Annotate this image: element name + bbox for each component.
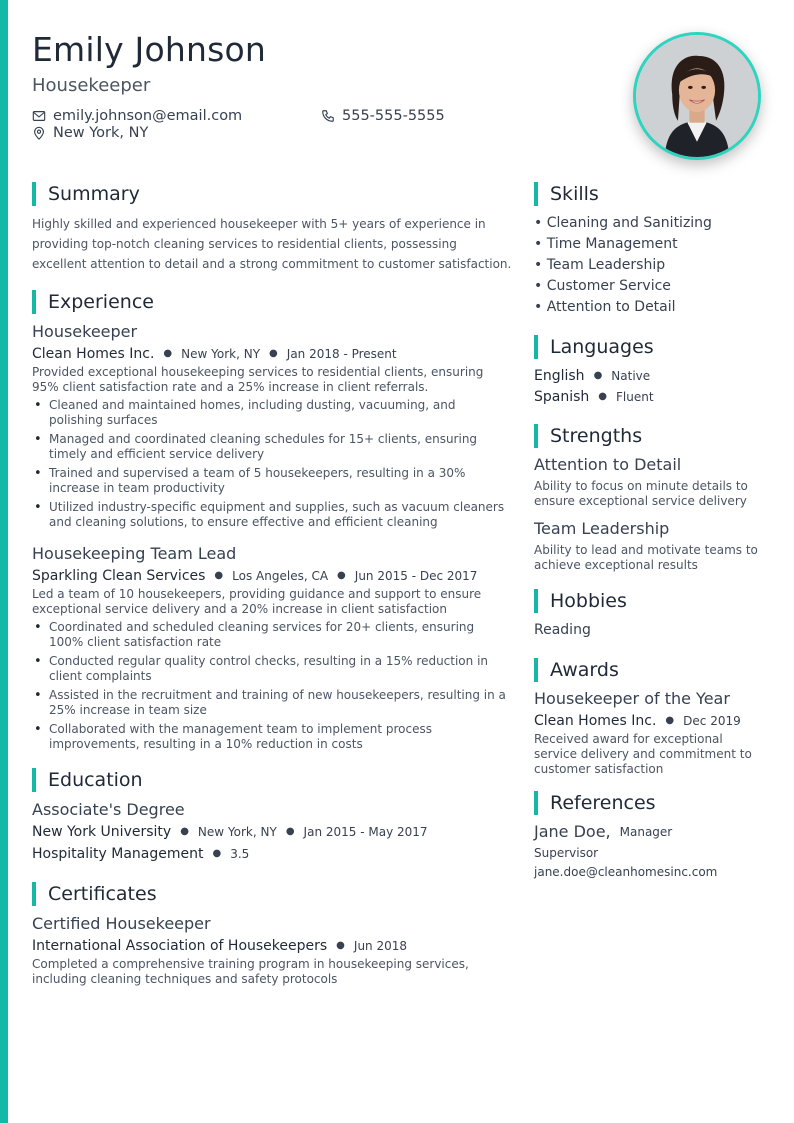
education-heading: Education (32, 768, 512, 792)
portrait-image (636, 35, 758, 157)
degree: Associate's Degree (32, 800, 185, 819)
job-dates: Jun 2015 - Dec 2017 (354, 569, 478, 583)
job-location: Los Angeles, CA (232, 569, 329, 583)
list-item: • Time Management (534, 236, 678, 252)
strengths-heading: Strengths (534, 424, 766, 448)
job-location: New York, NY (181, 347, 261, 361)
education-dates: Jan 2015 - May 2017 (303, 825, 428, 839)
award-entry (534, 689, 766, 777)
separator-dot: ● (593, 370, 603, 381)
job-entry (32, 322, 512, 530)
strength-entry (534, 455, 766, 509)
certificate-issuer: International Association of Housekeepers (32, 938, 328, 954)
language-row (534, 387, 766, 407)
separator-dot: ● (269, 348, 278, 359)
reference-email[interactable]: jane.doe@cleanhomesinc.com (534, 865, 718, 879)
strength-description: Ability to lead and motivate teams to achieve exceptional results (534, 543, 758, 572)
hobbies-heading: Hobbies (534, 589, 766, 613)
candidate-name: Emily Johnson (32, 30, 267, 69)
reference-entry (534, 822, 766, 880)
left-column (32, 182, 512, 987)
award-meta (534, 711, 766, 731)
separator-dot: ● (212, 848, 222, 859)
job-bullets (32, 620, 512, 752)
language-name: English (534, 368, 585, 384)
language-name: Spanish (534, 389, 590, 405)
experience-heading: Experience (32, 290, 512, 314)
phone-icon (321, 109, 335, 123)
separator-dot: ● (598, 391, 608, 402)
list-item: • Attention to Detail (534, 299, 676, 315)
strength-description: Ability to focus on minute details to ensure exceptional service delivery (534, 479, 748, 508)
reference-name: Jane Doe, (534, 822, 611, 841)
separator-dot: ● (163, 348, 173, 359)
separator-dot: ● (285, 826, 295, 837)
job-dates: Jan 2018 - Present (286, 347, 397, 361)
phone-text: 555-555-5555 (342, 108, 445, 124)
list-item: • Conducted regular quality control checks, resulting in a 15% reduction in client complaints (32, 654, 512, 684)
job-description: Led a team of 10 housekeepers, providing guidance and support to ensure exceptional service delivery and a 20% increase in client satisfaction (32, 587, 482, 616)
list-item: • Team Leadership (534, 257, 666, 273)
list-item: • Customer Service (534, 278, 671, 294)
languages-list (534, 366, 766, 407)
profile-photo (633, 32, 761, 160)
contact-location (32, 125, 148, 141)
strength-name: Team Leadership (534, 519, 670, 538)
reference-position: Manager (619, 825, 673, 839)
summary-heading: Summary (32, 182, 512, 206)
education-entry (32, 800, 512, 864)
job-entry (32, 544, 512, 752)
accent-bar (0, 0, 8, 1123)
list-item: • Trained and supervised a team of 5 housekeepers, resulting in a 30% increase in team productivity (32, 466, 512, 496)
job-company: Sparkling Clean Services (32, 568, 206, 584)
skills-heading: Skills (534, 182, 766, 206)
language-row (534, 366, 766, 386)
award-name: Housekeeper of the Year (534, 689, 730, 708)
certificate-meta (32, 936, 512, 956)
contact-email[interactable] (32, 108, 242, 124)
job-company: Clean Homes Inc. (32, 346, 155, 362)
email-text: emily.johnson@email.com (53, 108, 243, 124)
reference-relation: Supervisor (534, 846, 599, 860)
separator-dot: ● (337, 570, 346, 581)
job-meta (32, 344, 512, 364)
separator-dot: ● (180, 826, 189, 837)
certificate-description: Completed a comprehensive training program in housekeeping services, including cleaning techniques and safety protocols (32, 957, 469, 986)
award-description: Received award for exceptional service delivery and commitment to customer satisfaction (534, 732, 752, 776)
job-description: Provided exceptional housekeeping services to residential clients, ensuring 95% client satisfaction rate and a 25% increase in client referrals. (32, 365, 484, 394)
list-item: • Collaborated with the management team to implement process improvements, resulting in a 10% reduction in costs (32, 722, 512, 752)
summary-text: Highly skilled and experienced housekeeper with 5+ years of experience in providing top-notch cleaning services to residential clients, possessing excellent attention to detail and a strong commitment to customer satisfaction. (32, 217, 512, 271)
certificate-name: Certified Housekeeper (32, 914, 211, 933)
mail-icon (32, 109, 46, 123)
job-bullets (32, 398, 512, 530)
language-level: Native (611, 369, 651, 383)
list-item: • Cleaning and Sanitizing (534, 215, 712, 231)
separator-dot: ● (214, 570, 224, 581)
education-field-row (32, 844, 512, 864)
location-text: New York, NY (53, 125, 149, 141)
awards-heading: Awards (534, 658, 766, 682)
strength-name: Attention to Detail (534, 455, 682, 474)
candidate-role: Housekeeper (32, 75, 151, 96)
references-heading: References (534, 791, 766, 815)
award-issuer: Clean Homes Inc. (534, 713, 657, 729)
gpa: 3.5 (230, 847, 250, 861)
school-location: New York, NY (197, 825, 277, 839)
reference-name-row (534, 822, 766, 842)
separator-dot: ● (336, 940, 345, 951)
list-item: • Assisted in the recruitment and training of new housekeepers, resulting in a 25% increase in team size (32, 688, 512, 718)
certificate-date: Jun 2018 (353, 939, 408, 953)
location-pin-icon (32, 126, 46, 140)
language-level: Fluent (616, 390, 654, 404)
job-title: Housekeeper (32, 322, 138, 341)
certificate-entry (32, 914, 512, 987)
list-item: • Cleaned and maintained homes, including dusting, vacuuming, and polishing surfaces (32, 398, 512, 428)
right-column (534, 182, 766, 880)
job-title: Housekeeping Team Lead (32, 544, 237, 563)
separator-dot: ● (665, 715, 675, 726)
list-item: • Coordinated and scheduled cleaning services for 20+ clients, ensuring 100% client satisfaction rate (32, 620, 512, 650)
list-item: • Utilized industry-specific equipment and supplies, such as vacuum cleaners and cleaning solutions, to ensure effective and efficient cleaning (32, 500, 512, 530)
hobby-item: Reading (534, 622, 591, 638)
job-meta (32, 566, 512, 586)
languages-heading: Languages (534, 335, 766, 359)
skills-list (534, 213, 766, 318)
strength-entry (534, 519, 766, 573)
contact-phone[interactable] (321, 108, 445, 124)
education-meta (32, 822, 512, 842)
list-item: • Managed and coordinated cleaning schedules for 15+ clients, ensuring timely and efficient service delivery (32, 432, 512, 462)
field-of-study: Hospitality Management (32, 846, 204, 862)
school: New York University (32, 824, 172, 840)
certificates-heading: Certificates (32, 882, 512, 906)
award-date: Dec 2019 (683, 714, 741, 728)
